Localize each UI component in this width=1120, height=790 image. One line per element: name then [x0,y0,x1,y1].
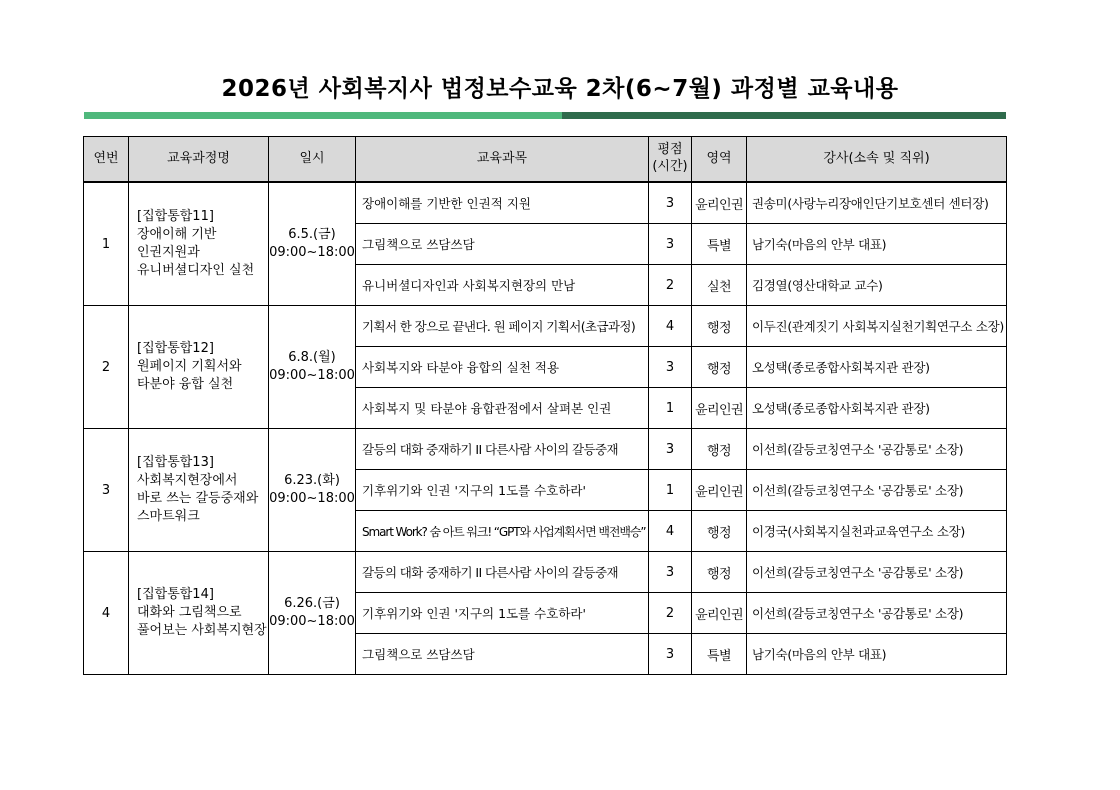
curriculum-table [83,136,1007,675]
course-date: 6.23.(화) [284,473,340,488]
area: 윤리인권 [692,182,747,224]
subject: 유니버셜디자인과 사회복지현장의 만남 [356,265,649,306]
subject: 사회복지 및 타분야 융합관점에서 살펴본 인권 [356,388,649,429]
instructor: 남기숙(마음의 안부 대표) [747,224,1007,265]
table-row [84,306,1007,347]
header-area: 영역 [692,137,747,183]
score: 2 [649,265,692,306]
area: 윤리인권 [692,593,747,634]
subject: 기획서 한 장으로 끝낸다. 원 페이지 기획서(초급과정) [356,306,649,347]
subject: 그림책으로 쓰담쓰담 [356,224,649,265]
table-row [84,429,1007,470]
row-no: 3 [84,429,129,552]
score: 1 [649,470,692,511]
course-name [129,306,269,429]
page-title: 2026년 사회복지사 법정보수교육 2차(6~7월) 과정별 교육내용 [221,76,899,102]
subject: Smart Work? 숨 아트 워크! “GPT와 사업계획서면 백전백승” [356,511,649,552]
header-score-line1: 평점 [657,142,683,158]
underline-light-segment [84,112,562,119]
table-header-row [84,137,1007,183]
course-datetime [269,182,356,306]
area: 행정 [692,429,747,470]
instructor: 이선희(갈등코칭연구소 '공감통로' 소장) [747,593,1007,634]
row-no: 4 [84,552,129,675]
instructor: 남기숙(마음의 안부 대표) [747,634,1007,675]
instructor: 권송미(사랑누리장애인단기보호센터 센터장) [747,182,1007,224]
area: 특별 [692,634,747,675]
subject: 갈등의 대화 중재하기 II 다른사람 사이의 갈등중재 [356,552,649,593]
course-line: 타분야 융합 실천 [137,377,234,392]
course-time: 09:00~18:00 [269,245,355,260]
row-no: 2 [84,306,129,429]
course-line: 사회복지현장에서 [137,473,238,488]
score: 3 [649,347,692,388]
area: 윤리인권 [692,470,747,511]
header-subject: 교육과목 [356,137,649,183]
course-time: 09:00~18:00 [269,614,355,629]
course-line: 장애이해 기반 [137,227,217,242]
subject: 장애이해를 기반한 인권적 지원 [356,182,649,224]
instructor: 이선희(갈등코칭연구소 '공감통로' 소장) [747,552,1007,593]
course-line: 인권지원과 [137,245,200,260]
underline-dark-segment [562,112,1006,119]
area: 행정 [692,511,747,552]
course-name [129,182,269,306]
area: 행정 [692,306,747,347]
score: 3 [649,182,692,224]
header-instructor: 강사(소속 및 직위) [747,137,1007,183]
title-underline-bar [84,112,1006,119]
row-no: 1 [84,182,129,306]
header-course: 교육과정명 [129,137,269,183]
instructor: 이선희(갈등코칭연구소 '공감통로' 소장) [747,470,1007,511]
header-score-line2: (시간) [652,159,688,174]
subject: 기후위기와 인권 '지구의 1도를 수호하라' [356,593,649,634]
course-line: 풀어보는 사회복지현장 [137,623,267,638]
instructor: 이두진(관계짓기 사회복지실천기획연구소 소장) [747,306,1007,347]
course-line: 원페이지 기획서와 [137,359,242,374]
score: 4 [649,306,692,347]
score: 1 [649,388,692,429]
course-datetime [269,429,356,552]
course-time: 09:00~18:00 [269,368,355,383]
course-date: 6.8.(월) [288,350,336,365]
score: 3 [649,634,692,675]
course-line: [집합통합12] [137,341,214,356]
score: 3 [649,429,692,470]
header-date: 일시 [269,137,356,183]
course-line: 대화와 그림책으로 [137,605,242,620]
area: 특별 [692,224,747,265]
course-date: 6.5.(금) [288,227,336,242]
header-no: 연번 [84,137,129,183]
area: 윤리인권 [692,388,747,429]
area: 행정 [692,347,747,388]
subject: 사회복지와 타분야 융합의 실천 적용 [356,347,649,388]
score: 4 [649,511,692,552]
subject: 그림책으로 쓰담쓰담 [356,634,649,675]
instructor: 오성택(종로종합사회복지관 관장) [747,388,1007,429]
course-datetime [269,552,356,675]
score: 3 [649,224,692,265]
score: 2 [649,593,692,634]
subject: 기후위기와 인권 '지구의 1도를 수호하라' [356,470,649,511]
course-line: [집합통합13] [137,455,214,470]
course-line: [집합통합11] [137,209,214,224]
instructor: 이경국(사회복지실천과교육연구소 소장) [747,511,1007,552]
course-line: [집합통합14] [137,587,214,602]
course-name [129,552,269,675]
subject: 갈등의 대화 중재하기 II 다른사람 사이의 갈등중재 [356,429,649,470]
instructor: 오성택(종로종합사회복지관 관장) [747,347,1007,388]
course-line: 스마트워크 [137,509,200,524]
area: 행정 [692,552,747,593]
header-score [649,137,692,183]
score: 3 [649,552,692,593]
instructor: 김경열(영산대학교 교수) [747,265,1007,306]
course-line: 유니버셜디자인 실천 [137,263,255,278]
area: 실천 [692,265,747,306]
course-date: 6.26.(금) [284,596,340,611]
course-time: 09:00~18:00 [269,491,355,506]
course-datetime [269,306,356,429]
table-row [84,182,1007,224]
course-line: 바로 쓰는 갈등중재와 [137,491,259,506]
table-row [84,552,1007,593]
course-name [129,429,269,552]
instructor: 이선희(갈등코칭연구소 '공감통로' 소장) [747,429,1007,470]
